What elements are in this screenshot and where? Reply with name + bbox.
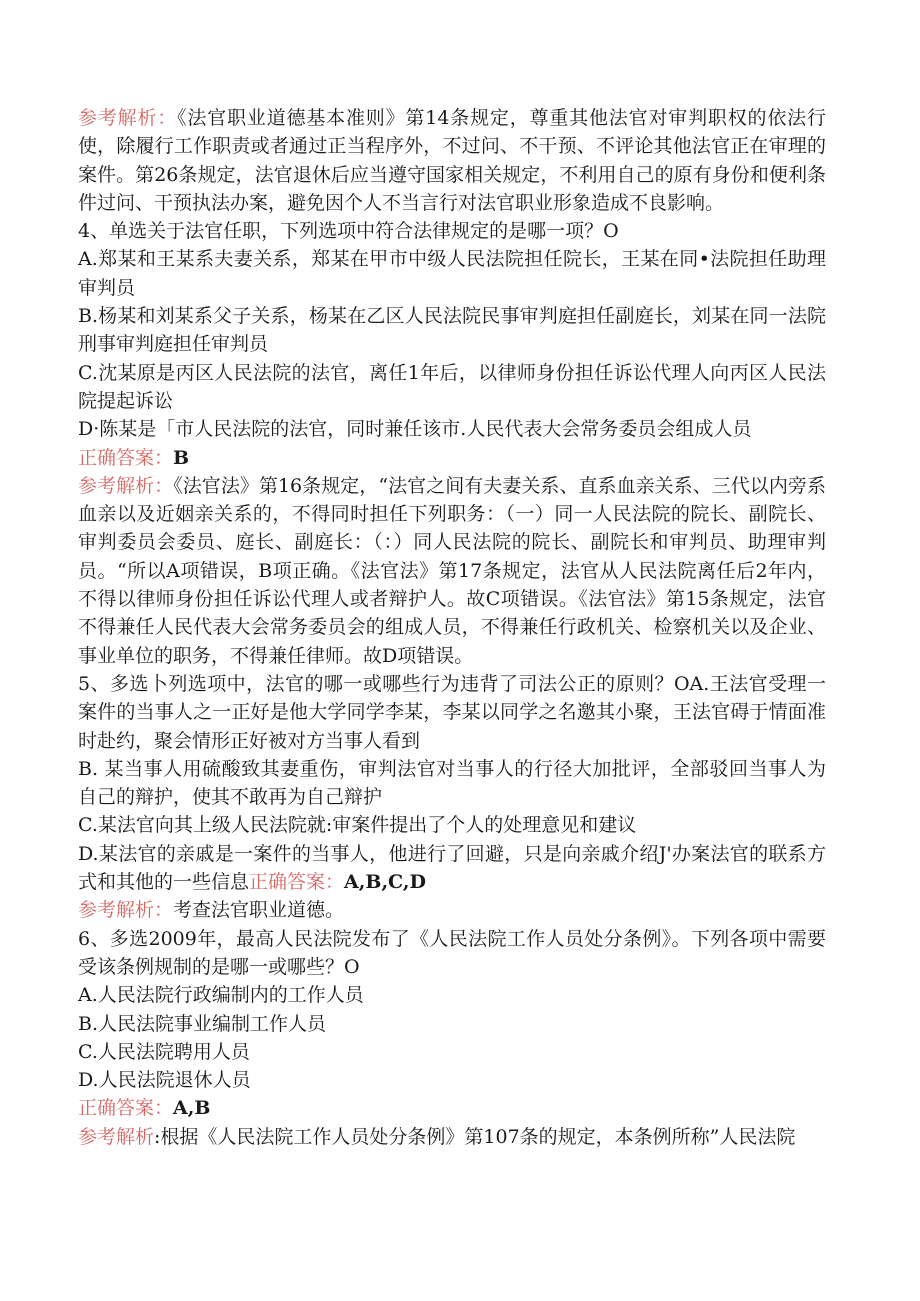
q4-option-d: D·陈某是「市人民法院的法官，同时兼任该市.人民代表大会常务委员会组成人员 — [78, 418, 752, 441]
q5-option-d — [78, 840, 826, 897]
analysis-label: 参考解析 — [78, 1125, 155, 1148]
document-body — [78, 104, 826, 1151]
analysis-text: 《法官法》第16条规定，“法官之间有夫妻关系、直系血亲关系、三代以内旁系血亲以及近姻亲关系的，不得同时担任下列职务：（一）同一人民法院的院长、副院长、审判委员会委员、庭长、副庭长：（：）同人民法院的院长、副院长和审判员、助理审判员。“所以A项错误，B项正确。《法官法》第17条规定，法官从人民法院离任后2年内，不得以律师身份担任诉讼代理人或者辩护人。故C项错误。《法官法》第15条规定，法官不得兼任人民代表大会常务委员会的组成人员，不得兼任行政机关、检察机关以及企业、事业单位的职务，不得兼任律师。故D项错误。 — [78, 474, 826, 667]
q5-analysis — [78, 896, 826, 924]
answer-value: A,B — [173, 1097, 211, 1120]
q4-question: 4、单选关于法官任职，下列选项中符合法律规定的是哪一项？O — [78, 220, 619, 243]
q6-question: 6、多选2009年，最高人民法院发布了《人民法院工作人员处分条例》。下列各项中需要受该条例规制的是哪一或哪些？O — [78, 927, 826, 978]
q6-option-b: B.人民法院事业编制工作人员 — [78, 1012, 327, 1035]
q4-option-a: A.郑某和王某系夫妻关系，郑某在甲市中级人民法院担任院长，王某在同•法院担任助理审判员 — [78, 248, 826, 299]
q4-option-b: B.杨某和刘某系父子关系，杨某在乙区人民法院民事审判庭担任副庭长，刘某在同一法院刑事审判庭担任审判员 — [78, 305, 826, 356]
answer-value: A,B,C,D — [344, 871, 426, 894]
q6-option-c: C.人民法院聘用人员 — [78, 1040, 250, 1063]
q5-option-c: C.某法官向其上级人民法院就:审案件提出了个人的处理意见和建议 — [78, 814, 637, 837]
analysis-label: 参考解析： — [78, 107, 178, 129]
analysis-text: 考查法官职业道德。 — [173, 899, 345, 922]
option-d-text: D.某法官的亲戚是一案件的当事人，他进行了回避，只是向亲戚介绍J'办案法官的联系方式和其他的一些信息 — [78, 842, 826, 894]
answer-label: 正确答案： — [78, 446, 174, 469]
q4-analysis — [78, 472, 826, 670]
analysis-label: 参考解析： — [78, 474, 174, 497]
analysis-text: :根据《人民法院工作人员处分条例》第107条的规定，本条例所称”人民法院 — [154, 1125, 796, 1148]
answer-value: B — [173, 446, 190, 469]
q4-answer — [78, 444, 826, 472]
q6-option-a: A.人民法院行政编制内的工作人员 — [78, 984, 364, 1007]
q6-analysis — [78, 1123, 826, 1151]
answer-label: 正确答案： — [249, 871, 345, 894]
q5-option-b: B. 某当事人用硫酸致其妻重伤，审判法官对当事人的行径大加批评，全部驳回当事人为自己的辩护，使其不敢再为自己辩护 — [78, 757, 826, 809]
prev-analysis — [78, 104, 826, 217]
q6-option-d: D.人民法院退休人员 — [78, 1069, 251, 1092]
q6-answer — [78, 1094, 826, 1122]
q5-question: 5、多选卜列选项中，法官的哪一或哪些行为违背了司法公正的原则？OA.王法官受理一案件的当事人之一正好是他大学同学李某，李某以同学之名邀其小聚，王法官碍于情面准时赴约，聚会情形正好被对方当事人看到 — [78, 672, 826, 752]
q4-option-c: C.沈某原是丙区人民法院的法官，离任1年后，以律师身份担任诉讼代理人向丙区人民法院提起诉讼 — [78, 361, 826, 412]
analysis-label: 参考解析： — [78, 899, 174, 922]
answer-label: 正确答案： — [78, 1097, 174, 1120]
analysis-text: 《法官职业道德基本准则》第14条规定，尊重其他法官对审判职权的依法行使，除履行工作职责或者通过正当程序外，不过问、不干预、不评论其他法官正在审理的案件。第26条规定，法官退休后应当遵守国家相关规定，不利用自己的原有身份和便利条件过问、干预执法办案，避免因个人不当言行对法官职业形象造成不良影响。 — [78, 107, 826, 214]
